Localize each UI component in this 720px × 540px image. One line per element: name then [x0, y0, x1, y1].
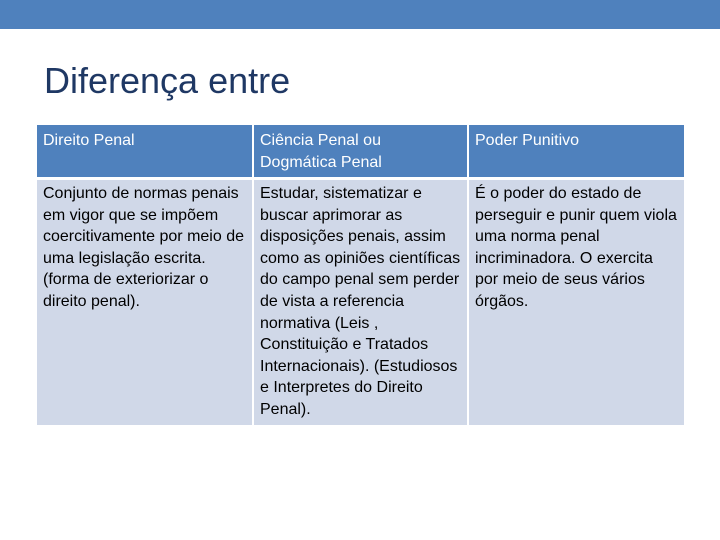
table-row — [37, 179, 684, 425]
comparison-table — [37, 125, 684, 425]
cell-poder-punitivo: É o poder do estado de perseguir e punir quem viola uma norma penal incriminadora. O exercita por meio de seus vários órgãos. — [468, 179, 684, 425]
table-header-row — [37, 125, 684, 179]
cell-ciencia-penal: Estudar, sistematizar e buscar aprimorar as disposições penais, assim como as opiniões científicas do campo penal sem perder de vista a referencia normativa (Leis , Constituição e Tratados Internacionais). (Estudiosos e Interpretes do Direito Penal). — [253, 179, 468, 425]
header-ciencia-penal: Ciência Penal ou Dogmática Penal — [253, 125, 468, 179]
header-direito-penal: Direito Penal — [37, 125, 253, 179]
header-poder-punitivo: Poder Punitivo — [468, 125, 684, 179]
top-accent-bar — [0, 0, 720, 29]
cell-direito-penal: Conjunto de normas penais em vigor que se impõem coercitivamente por meio de uma legislação escrita. (forma de exteriorizar o direito penal). — [37, 179, 253, 425]
slide-title: Diferença entre — [44, 60, 291, 101]
